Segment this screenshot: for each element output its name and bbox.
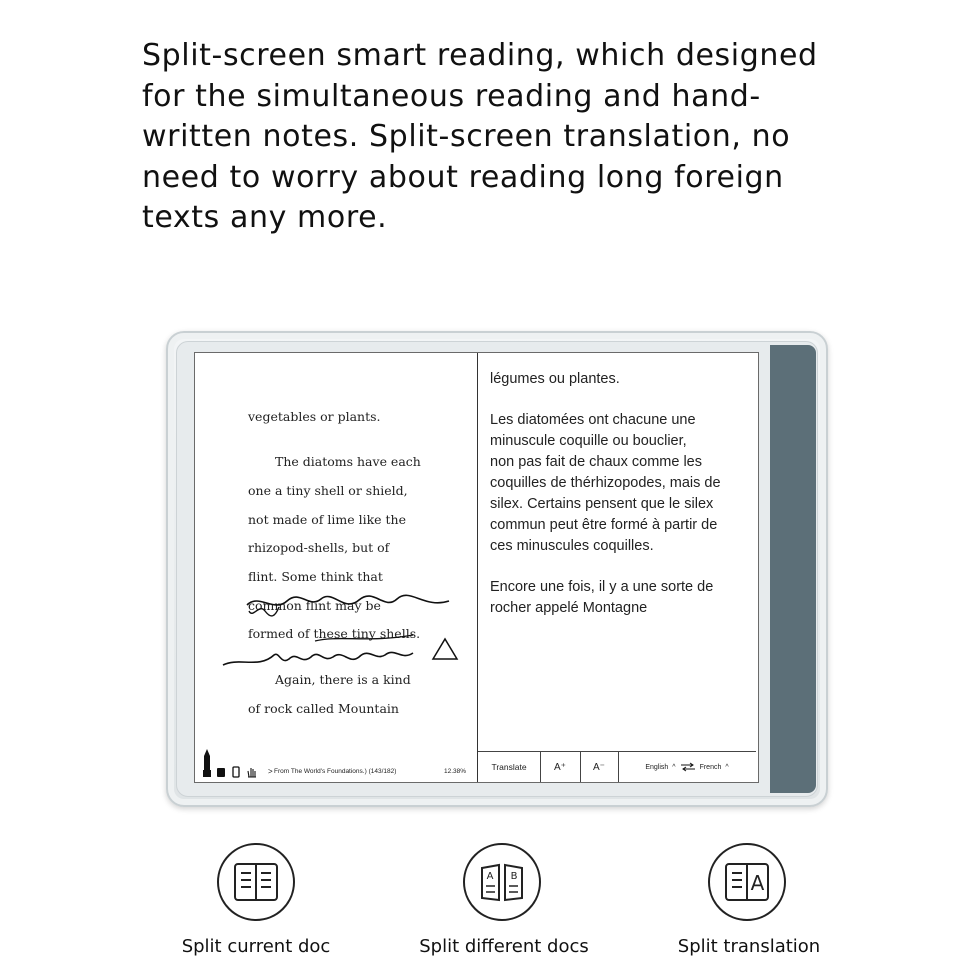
text-line: légumes ou plantes. (490, 371, 620, 387)
text-line: non pas fait de chaux comme les (490, 454, 702, 470)
text-line: rocher appelé Montagne (490, 600, 648, 616)
device-screen (194, 352, 759, 783)
text-line: flint. Some think that (248, 569, 383, 584)
text-line: of rock called Mountain (248, 701, 399, 716)
translation-pane[interactable] (478, 353, 758, 782)
headline-line: need to worry about reading long foreign (142, 159, 784, 195)
reader-status-bar (195, 762, 477, 780)
hand-tool-icon[interactable] (245, 765, 259, 779)
text-line: not made of lime like the (248, 512, 407, 527)
headline-line: Split-screen smart reading, which designed (142, 38, 818, 73)
translate-button[interactable]: Translate (478, 752, 541, 782)
translation-toolbar (478, 751, 756, 782)
text-line: The diatoms have each (275, 454, 421, 469)
headline-line: for the simultaneous reading and hand- (142, 78, 761, 114)
svg-text:B: B (510, 871, 518, 882)
highlighter-icon[interactable] (231, 766, 241, 778)
text-line: vegetables or plants. (248, 409, 381, 424)
eraser-icon[interactable] (215, 766, 227, 778)
headline-line: written notes. Split-screen translation, no (142, 119, 791, 154)
feature-label: Split different docs (419, 936, 589, 957)
text-line: rhizopod-shells, but of (248, 540, 390, 555)
text-line: formed of these tiny shells. (248, 626, 421, 641)
reading-progress: 12.38% (444, 768, 467, 775)
text-line: silex. Certains pensent que le silex (490, 496, 714, 512)
device-side-strip (770, 345, 816, 793)
text-line: ces minuscules coquilles. (490, 538, 654, 554)
text-line: Les diatomées ont chacune une (490, 412, 696, 428)
page-turn-icon[interactable]: > (268, 767, 273, 776)
handwritten-notes (219, 573, 469, 673)
chevron-up-icon[interactable]: ^ (672, 763, 676, 771)
split-different-docs-icon (463, 843, 541, 921)
split-current-doc-icon (217, 843, 295, 921)
headline-line: texts any more. (142, 200, 388, 235)
text-line: Encore une fois, il y a une sorte de (490, 579, 714, 595)
text-line: Again, there is a kind (275, 672, 411, 687)
font-decrease-button[interactable]: A⁻ (580, 752, 619, 782)
feature-label: Split current doc (181, 936, 331, 957)
chevron-up-icon[interactable]: ^ (725, 763, 729, 771)
headline (142, 36, 882, 239)
text-line: commun peut être formé à partir de (490, 517, 718, 533)
svg-text:A: A (486, 871, 494, 882)
svg-text:A: A (750, 871, 765, 895)
source-language-select[interactable]: English (645, 763, 669, 771)
split-translation-icon (708, 843, 786, 921)
language-selector (618, 752, 756, 782)
pen-icon[interactable] (201, 748, 213, 778)
status-source: From The World's Foundations.) (143/182) (274, 768, 397, 775)
left-reading-pane[interactable] (195, 353, 478, 782)
target-language-select[interactable]: French (699, 763, 722, 771)
font-increase-button[interactable]: A⁺ (540, 752, 581, 782)
swap-languages-icon[interactable] (680, 762, 696, 772)
text-line: coquilles de thérhizopodes, mais de (490, 475, 721, 491)
text-line: common flint may be (248, 598, 381, 613)
text-line: minuscule coquille ou bouclier, (490, 433, 687, 449)
feature-label: Split translation (677, 936, 821, 957)
text-line: one a tiny shell or shield, (248, 483, 408, 498)
